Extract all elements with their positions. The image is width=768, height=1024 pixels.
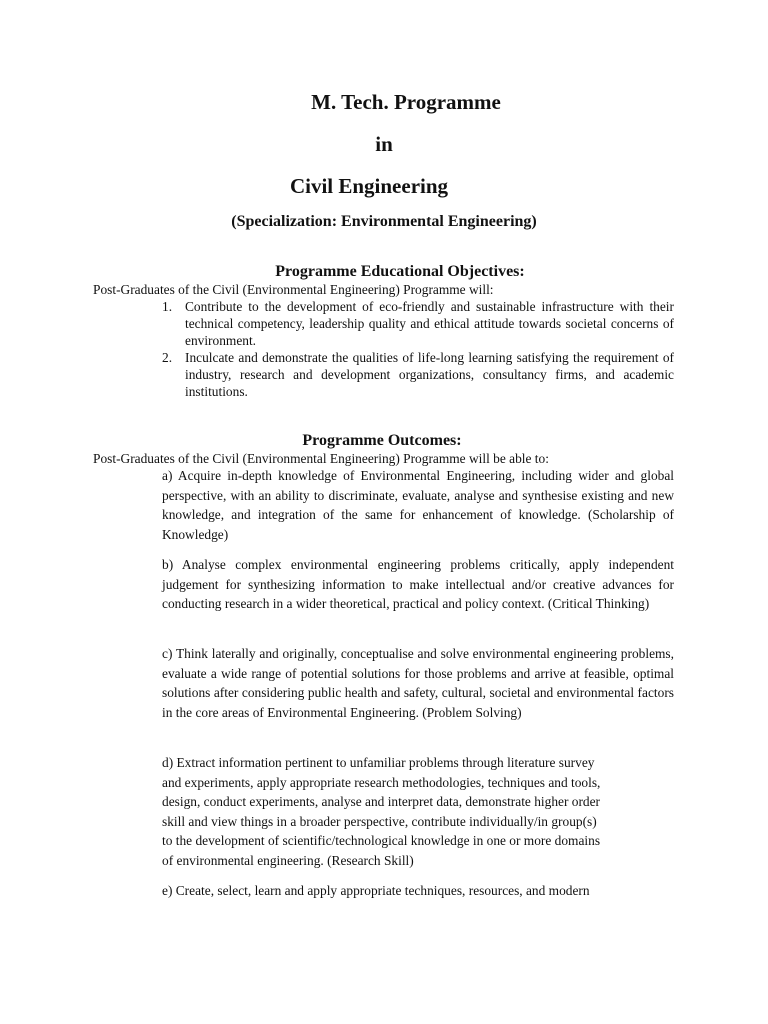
objective-item [160,349,674,400]
outcome-item-a: a) Acquire in-depth knowledge of Environmental Engineering, including wider and global perspective, with an ability to discriminate, evaluate, analyse and synthesise existing and new knowledge, and integration of the same for enhancement of knowledge. (Scholarship of Knowledge) [162,468,674,542]
specialization-subtitle: (Specialization: Environmental Engineering) [231,213,537,230]
outcome-d-line: to the development of scientific/technological knowledge in one or more domains [162,833,601,849]
outcome-item-d [162,753,674,871]
outcomes-heading: Programme Outcomes: [302,432,462,449]
outcome-d-line: of environmental engineering. (Research Skill) [162,852,414,868]
outcome-item-c: c) Think laterally and originally, conceptualise and solve environmental engineering problems, evaluate a wide range of potential solutions for those problems and arrive at feasible, optimal solutions after considering public health and safety, cultural, societal and environmental factors in the core areas of Environmental Engineering. (Problem Solving) [162,646,674,720]
outcome-item-e: e) Create, select, learn and apply appropriate techniques, resources, and modern [162,883,590,898]
objective-number: 1. [162,299,173,314]
outcome-d-line: design, conduct experiments, analyse and interpret data, demonstrate higher order [162,794,601,810]
outcome-d-line: d) Extract information pertinent to unfamiliar problems through literature survey [162,755,595,770]
objective-text: Contribute to the development of eco-friendly and sustainable infrastructure with their technical competency, leadership quality and ethical attitude towards societal concerns of environment. [185,299,674,348]
page-title-line-1: M. Tech. Programme [311,90,501,114]
page-title-line-3: Civil Engineering [289,174,449,198]
objectives-intro: Post-Graduates of the Civil (Environmental Engineering) Programme will: [93,282,494,297]
outcomes-intro: Post-Graduates of the Civil (Environmental Engineering) Programme will be able to: [93,451,549,466]
page-title-line-2: in [375,132,393,156]
objective-number: 2. [162,350,173,365]
objective-text: Inculcate and demonstrate the qualities of life-long learning satisfying the requirement of industry, research and development organizations, consultancy firms, and academic institutions. [185,350,674,399]
outcome-item-b: b) Analyse complex environmental engineering problems critically, apply independent judgement for synthesizing information to make intellectual and/or creative advances for conducting research in a wider theoretical, practical and policy context. (Critical Thinking) [162,557,674,612]
outcome-d-line: and experiments, apply appropriate research methodologies, techniques and tools, [162,774,601,790]
objective-item [160,298,674,349]
outcome-d-line: skill and view things in a broader perspective, contribute individually/in group(s) [162,813,597,829]
objectives-heading: Programme Educational Objectives: [275,263,525,280]
